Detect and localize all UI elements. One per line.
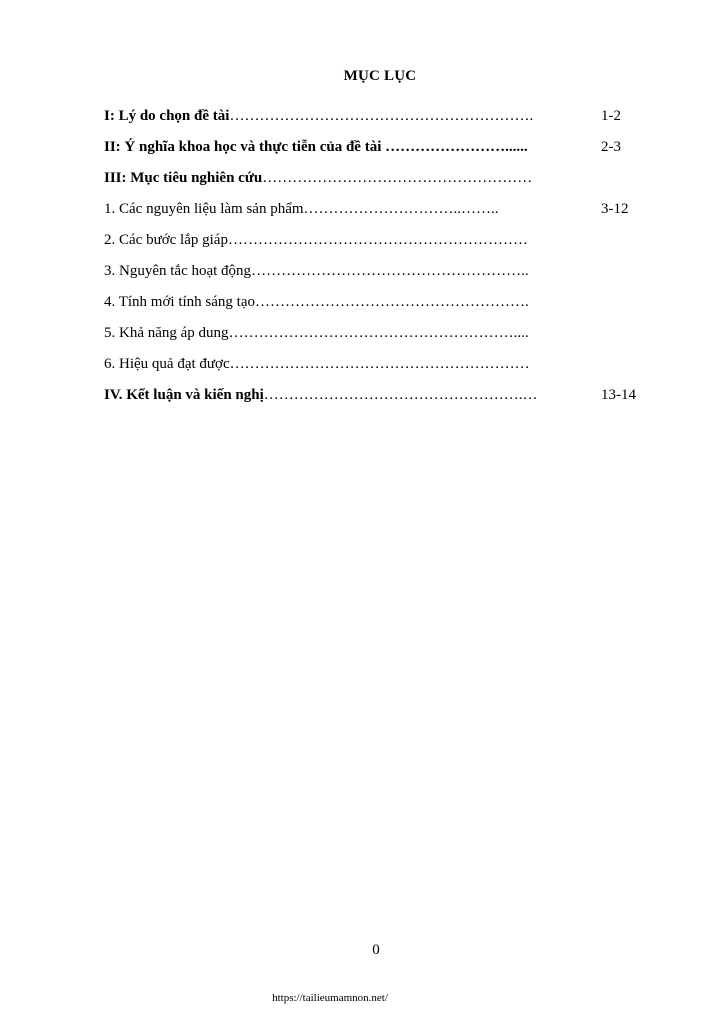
toc-entry — [104, 232, 644, 263]
toc-entry-pages: 3-12 — [601, 201, 629, 217]
toc-entry-label: III: Mục tiêu nghiên cứu……………………………………………… — [104, 170, 533, 186]
toc-entry-label: 6. Hiệu quả đạt được…………………………………………………… — [104, 356, 530, 372]
toc-entry — [104, 201, 644, 232]
toc-entry-label: 5. Khả năng áp dung………………………………………………….... — [104, 325, 529, 341]
toc-entry-label: 1. Các nguyên liệu làm sản phẩm…………………………..…….. — [104, 201, 499, 217]
toc-entry — [104, 325, 644, 356]
toc-entry — [104, 387, 644, 418]
toc-entry — [104, 170, 644, 201]
toc-entry-label: 4. Tính mới tính sáng tạo………………………………………………. — [104, 294, 529, 310]
toc-entry — [104, 139, 644, 170]
toc-entry — [104, 294, 644, 325]
toc-entry-pages: 1-2 — [601, 108, 621, 124]
footer-url: https://tailieumamnon.net/ — [272, 992, 388, 1004]
toc-entry-label: IV. Kết luận và kiến nghị…………………………………………….… — [104, 387, 538, 403]
toc-entry-pages: 13-14 — [601, 387, 636, 403]
table-of-contents — [104, 108, 644, 418]
page-title: MỤC LỤC — [343, 68, 417, 84]
toc-entry-label: 3. Nguyên tắc hoạt động……………………………………………….. — [104, 263, 529, 279]
page-number: 0 — [372, 942, 380, 958]
toc-entry-label: 2. Các bước lắp giáp…………………………………………………… — [104, 232, 528, 248]
toc-entry-label: II: Ý nghĩa khoa học và thực tiễn của đề tài ……………………...... — [104, 139, 528, 155]
toc-entry — [104, 356, 644, 387]
toc-entry — [104, 108, 644, 139]
toc-entry-label: I: Lý do chọn đề tài……………………………………………………. — [104, 108, 534, 124]
toc-entry-pages: 2-3 — [601, 139, 621, 155]
toc-entry — [104, 263, 644, 294]
